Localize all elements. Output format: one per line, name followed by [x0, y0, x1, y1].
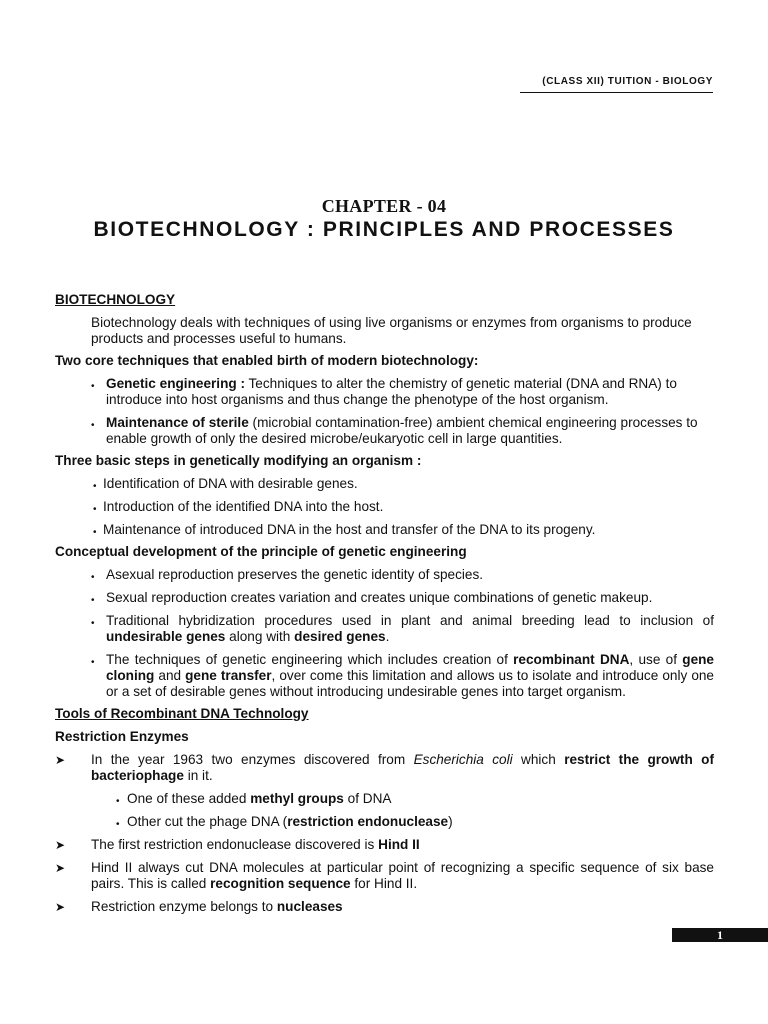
- list-item: [55, 567, 714, 583]
- arrow-bullet-icon: ➤: [55, 753, 66, 767]
- list-item: [55, 899, 714, 915]
- list-item: [55, 590, 714, 606]
- text-run: Hind II always cut DNA molecules at particular point of recognizing a specific sequence of six base pairs. This is called: [91, 860, 714, 891]
- term-bold: restriction endonuclease: [287, 814, 449, 829]
- list-item: [55, 791, 714, 807]
- list-item: [55, 499, 714, 515]
- list-item-text: Maintenance of introduced DNA in the host and transfer of the DNA to its progeny.: [103, 522, 596, 537]
- list-item: [55, 376, 714, 408]
- arrow-bullet-icon: ➤: [55, 838, 66, 852]
- running-header: (CLASS XII) TUITION - BIOLOGY: [520, 76, 713, 93]
- text-run: along with: [225, 629, 295, 644]
- basic-steps-list: [55, 476, 714, 538]
- bullet-icon: •: [91, 595, 95, 606]
- bullet-icon: •: [93, 481, 97, 492]
- text-run: One of these added: [127, 791, 251, 806]
- text-run: Traditional hybridization procedures used in plant and animal breeding lead to inclusion of: [106, 613, 714, 628]
- conceptual-development-list: [55, 567, 714, 700]
- page-number: 1: [672, 928, 768, 942]
- list-item-text: Asexual reproduction preserves the genetic identity of species.: [106, 567, 484, 582]
- text-run: The first restriction endonuclease discovered is: [91, 837, 379, 852]
- page-content: [55, 292, 714, 915]
- text-run: Other cut the phage DNA (: [127, 814, 288, 829]
- list-item: [55, 860, 714, 892]
- term-bold: Hind II: [378, 837, 420, 852]
- term-bold: undesirable genes: [106, 629, 226, 644]
- bullet-icon: •: [91, 420, 95, 431]
- term-bold: methyl groups: [250, 791, 344, 806]
- tools-heading: Tools of Recombinant DNA Technology: [55, 706, 309, 721]
- species-name: Escherichia coli: [413, 752, 513, 767]
- list-item: [55, 652, 714, 700]
- term-bold: gene transfer: [185, 668, 272, 683]
- arrow-bullet-icon: ➤: [55, 900, 66, 914]
- section-heading-biotechnology: BIOTECHNOLOGY: [55, 292, 176, 307]
- bullet-icon: •: [91, 572, 95, 583]
- text-run: , use of: [629, 652, 683, 667]
- conceptual-development-heading: Conceptual development of the principle of genetic engineering: [55, 544, 467, 559]
- chapter-title: BIOTECHNOLOGY : PRINCIPLES AND PROCESSES: [93, 218, 675, 241]
- restriction-enzymes-list: [55, 752, 714, 784]
- restriction-enzymes-list-continued: [55, 837, 714, 915]
- term-bold: recombinant DNA: [513, 652, 630, 667]
- list-item: [55, 476, 714, 492]
- term-bold: Genetic engineering :: [106, 376, 245, 391]
- term-bold: recognition sequence: [210, 876, 351, 891]
- bullet-icon: •: [116, 819, 120, 830]
- restriction-enzymes-subheading: Restriction Enzymes: [55, 729, 189, 744]
- term-bold: nucleases: [276, 899, 343, 914]
- text-run: ): [448, 814, 453, 829]
- bullet-icon: •: [91, 381, 95, 392]
- core-techniques-heading: Two core techniques that enabled birth of modern biotechnology:: [55, 353, 479, 368]
- list-item: [55, 613, 714, 645]
- term-bold: restrict the growth of bacteriophage: [91, 752, 714, 783]
- text-run: for Hind II.: [350, 876, 418, 891]
- arrow-bullet-icon: ➤: [55, 861, 66, 875]
- bullet-icon: •: [91, 618, 95, 629]
- bullet-icon: •: [93, 504, 97, 515]
- list-item-text: Techniques to alter the chemistry of genetic material (DNA and RNA) to introduce into host organisms and thus change the phenotype of the host organism.: [106, 376, 677, 407]
- basic-steps-heading: Three basic steps in genetically modifying an organism :: [55, 453, 422, 468]
- chapter-label: CHAPTER - 04: [321, 196, 447, 216]
- text-run: and: [154, 668, 186, 683]
- text-run: .: [385, 629, 390, 644]
- list-item: [55, 522, 714, 538]
- biotechnology-definition: Biotechnology deals with techniques of using live organisms or enzymes from organisms to produce products and processes useful to humans.: [91, 315, 692, 346]
- bullet-icon: •: [91, 657, 95, 668]
- text-run: The techniques of genetic engineering which includes creation of: [106, 652, 514, 667]
- term-bold: gene cloning: [106, 652, 714, 683]
- list-item-text: Sexual reproduction creates variation and creates unique combinations of genetic makeup.: [106, 590, 653, 605]
- text-run: in it.: [183, 768, 213, 783]
- core-techniques-list: [55, 376, 714, 447]
- text-run: of DNA: [343, 791, 392, 806]
- term-bold: desired genes: [294, 629, 386, 644]
- text-run: , over come this limitation and allows us to isolate and introduce only one or a set of desirable genes without introducing undesirable genes into target organism.: [106, 668, 714, 699]
- list-item-text: Identification of DNA with desirable genes.: [103, 476, 358, 491]
- list-item-text: (microbial contamination-free) ambient chemical engineering processes to enable growth of only the desired microbe/eukaryotic cell in large quantities.: [106, 415, 698, 446]
- text-run: which: [512, 752, 565, 767]
- bullet-icon: •: [116, 796, 120, 807]
- list-item: [55, 752, 714, 784]
- text-run: Restriction enzyme belongs to: [91, 899, 277, 914]
- text-run: In the year 1963 two enzymes discovered from: [91, 752, 414, 767]
- bullet-icon: •: [93, 527, 97, 538]
- list-item: [55, 837, 714, 853]
- restriction-enzymes-sublist: [55, 791, 714, 830]
- list-item: [55, 814, 714, 830]
- list-item: [55, 415, 714, 447]
- term-bold: Maintenance of sterile: [106, 415, 249, 430]
- list-item-text: Introduction of the identified DNA into the host.: [103, 499, 384, 514]
